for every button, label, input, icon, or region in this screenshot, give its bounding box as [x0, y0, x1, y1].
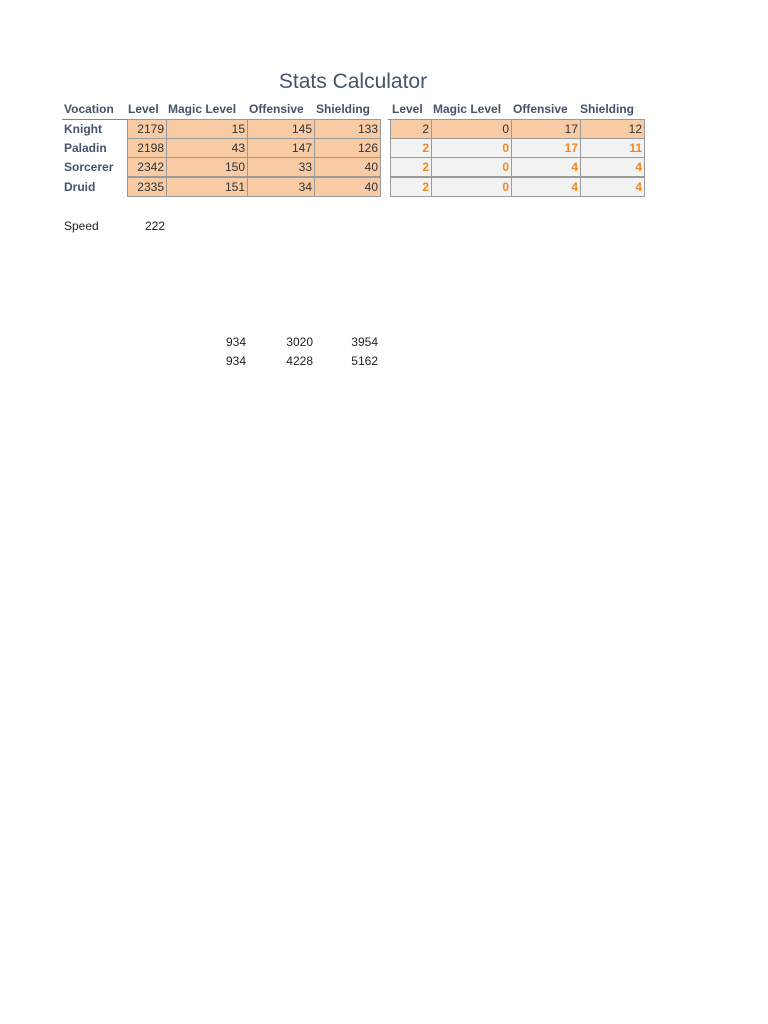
header-result-level: Level [392, 102, 423, 116]
sorcerer-offensive-cell[interactable]: 33 [247, 157, 315, 177]
paladin-result-shielding-cell[interactable]: 11 [580, 138, 645, 158]
header-result-magic-level: Magic Level [433, 102, 502, 116]
knight-result-shielding-cell[interactable]: 12 [580, 119, 645, 139]
row-label-sorcerer: Sorcerer [64, 160, 114, 174]
sorcerer-shielding-cell[interactable]: 40 [314, 157, 381, 177]
knight-result-level-cell[interactable]: 2 [390, 119, 432, 139]
header-offensive: Offensive [249, 102, 304, 116]
paladin-magic-level-cell[interactable]: 43 [166, 138, 248, 158]
druid-level-cell[interactable]: 2335 [127, 177, 167, 197]
druid-offensive-cell[interactable]: 34 [247, 177, 315, 197]
knight-offensive-cell[interactable]: 145 [247, 119, 315, 139]
druid-result-level-cell[interactable]: 2 [390, 177, 432, 197]
header-level: Level [128, 102, 159, 116]
header-shielding: Shielding [316, 102, 370, 116]
row-label-paladin: Paladin [64, 141, 107, 155]
sorcerer-result-shielding-cell[interactable]: 4 [580, 157, 645, 177]
paladin-level-cell[interactable]: 2198 [127, 138, 167, 158]
header-vocation: Vocation [64, 102, 114, 116]
druid-shielding-cell[interactable]: 40 [314, 177, 381, 197]
druid-result-magic-level-cell[interactable]: 0 [431, 177, 512, 197]
page-title: Stats Calculator [278, 70, 428, 93]
paladin-shielding-cell[interactable]: 126 [314, 138, 381, 158]
sorcerer-level-cell[interactable]: 2342 [127, 157, 167, 177]
header-magic-level: Magic Level [168, 102, 237, 116]
row-label-knight: Knight [64, 122, 102, 136]
druid-magic-level-cell[interactable]: 151 [166, 177, 248, 197]
total-cell[interactable]: 3954 [351, 335, 378, 349]
speed-value[interactable]: 222 [144, 219, 165, 233]
sorcerer-result-level-cell[interactable]: 2 [390, 157, 432, 177]
speed-label: Speed [64, 219, 99, 233]
sorcerer-magic-level-cell[interactable]: 150 [166, 157, 248, 177]
header-result-shielding: Shielding [580, 102, 634, 116]
header-result-offensive: Offensive [513, 102, 568, 116]
total-cell[interactable]: 934 [225, 354, 246, 368]
paladin-offensive-cell[interactable]: 147 [247, 138, 315, 158]
knight-shielding-cell[interactable]: 133 [314, 119, 381, 139]
sorcerer-result-offensive-cell[interactable]: 4 [511, 157, 581, 177]
total-cell[interactable]: 3020 [286, 335, 313, 349]
knight-result-offensive-cell[interactable]: 17 [511, 119, 581, 139]
total-cell[interactable]: 934 [225, 335, 246, 349]
paladin-result-level-cell[interactable]: 2 [390, 138, 432, 158]
total-cell[interactable]: 5162 [351, 354, 378, 368]
knight-magic-level-cell[interactable]: 15 [166, 119, 248, 139]
druid-result-offensive-cell[interactable]: 4 [511, 177, 581, 197]
paladin-result-offensive-cell[interactable]: 17 [511, 138, 581, 158]
row-label-druid: Druid [64, 180, 96, 194]
knight-level-cell[interactable]: 2179 [127, 119, 167, 139]
total-cell[interactable]: 4228 [286, 354, 313, 368]
knight-result-magic-level-cell[interactable]: 0 [431, 119, 512, 139]
sorcerer-result-magic-level-cell[interactable]: 0 [431, 157, 512, 177]
druid-result-shielding-cell[interactable]: 4 [580, 177, 645, 197]
paladin-result-magic-level-cell[interactable]: 0 [431, 138, 512, 158]
